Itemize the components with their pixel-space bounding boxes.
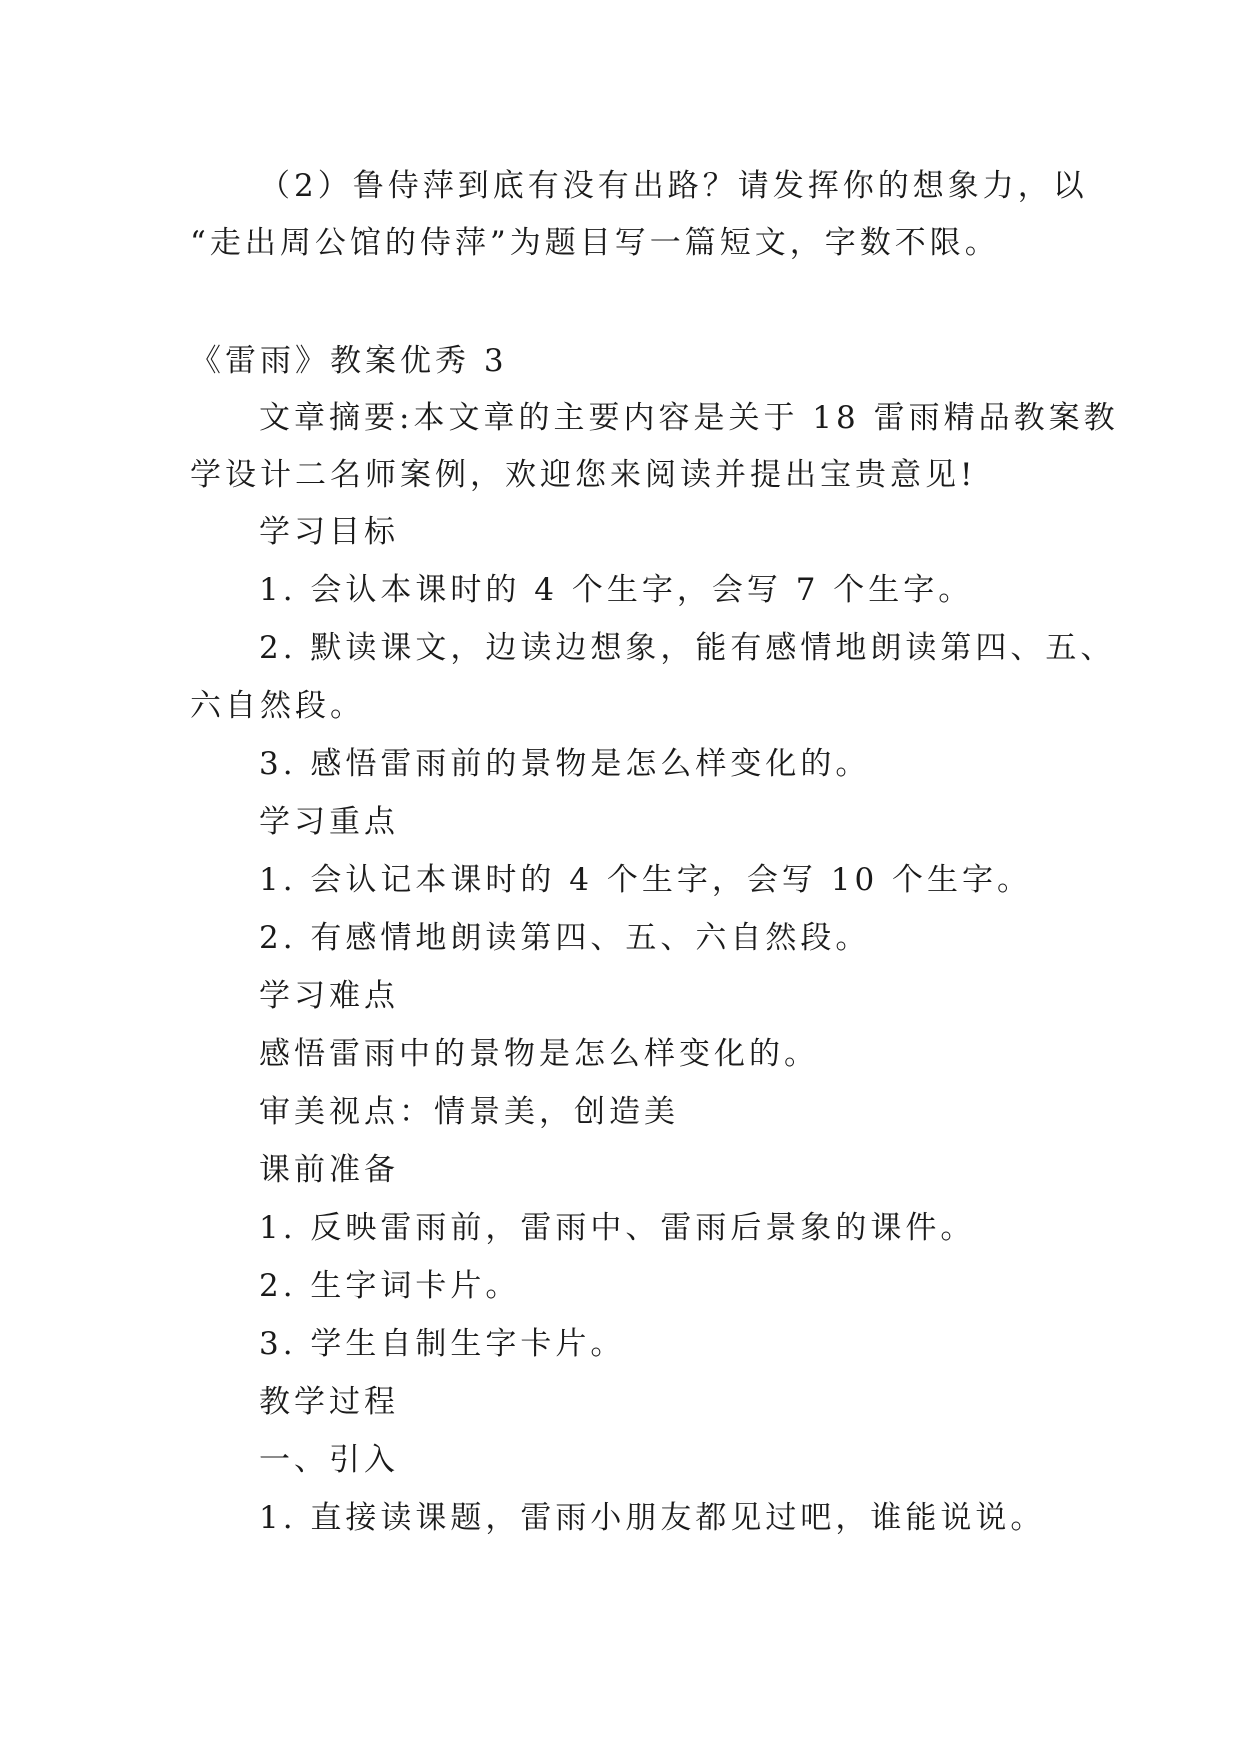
preparation-heading: 课前准备: [259, 1152, 399, 1188]
difficulty-1: 感悟雷雨中的景物是怎么样变化的。: [259, 1036, 819, 1072]
preparation-2: 2. 生字词卡片。: [259, 1268, 521, 1304]
process-step-1: 1. 直接读课题，雷雨小朋友都见过吧，谁能说说。: [259, 1500, 1046, 1536]
aesthetic-view: 审美视点：情景美，创造美: [259, 1094, 679, 1130]
key-points-heading: 学习重点: [259, 804, 399, 840]
objective-3: 3. 感悟雷雨前的景物是怎么样变化的。: [259, 746, 871, 782]
preparation-1: 1. 反映雷雨前，雷雨中、雷雨后景象的课件。: [259, 1210, 976, 1246]
objectives-heading: 学习目标: [259, 514, 399, 550]
key-point-1: 1. 会认记本课时的 4 个生字，会写 10 个生字。: [259, 862, 1033, 898]
abstract-line-1: 文章摘要:本文章的主要内容是关于 18 雷雨精品教案教: [259, 400, 1119, 436]
difficulties-heading: 学习难点: [259, 978, 399, 1014]
objective-2-line-1: 2. 默读课文，边读边想象，能有感情地朗读第四、五、: [259, 630, 1116, 666]
process-heading: 教学过程: [259, 1384, 399, 1420]
objective-2-line-2: 六自然段。: [190, 688, 365, 724]
section-title: 《雷雨》教案优秀 3: [190, 343, 508, 379]
abstract-line-2: 学设计二名师案例，欢迎您来阅读并提出宝贵意见!: [190, 457, 977, 493]
question-2-line-1: （2）鲁侍萍到底有没有出路？请发挥你的想象力，以: [259, 168, 1088, 204]
question-2-line-2: “走出周公馆的侍萍”为题目写一篇短文，字数不限。: [190, 225, 1000, 261]
process-intro: 一、引入: [259, 1442, 399, 1478]
key-point-2: 2. 有感情地朗读第四、五、六自然段。: [259, 920, 871, 956]
objective-1: 1. 会认本课时的 4 个生字，会写 7 个生字。: [259, 572, 974, 608]
preparation-3: 3. 学生自制生字卡片。: [259, 1326, 626, 1362]
